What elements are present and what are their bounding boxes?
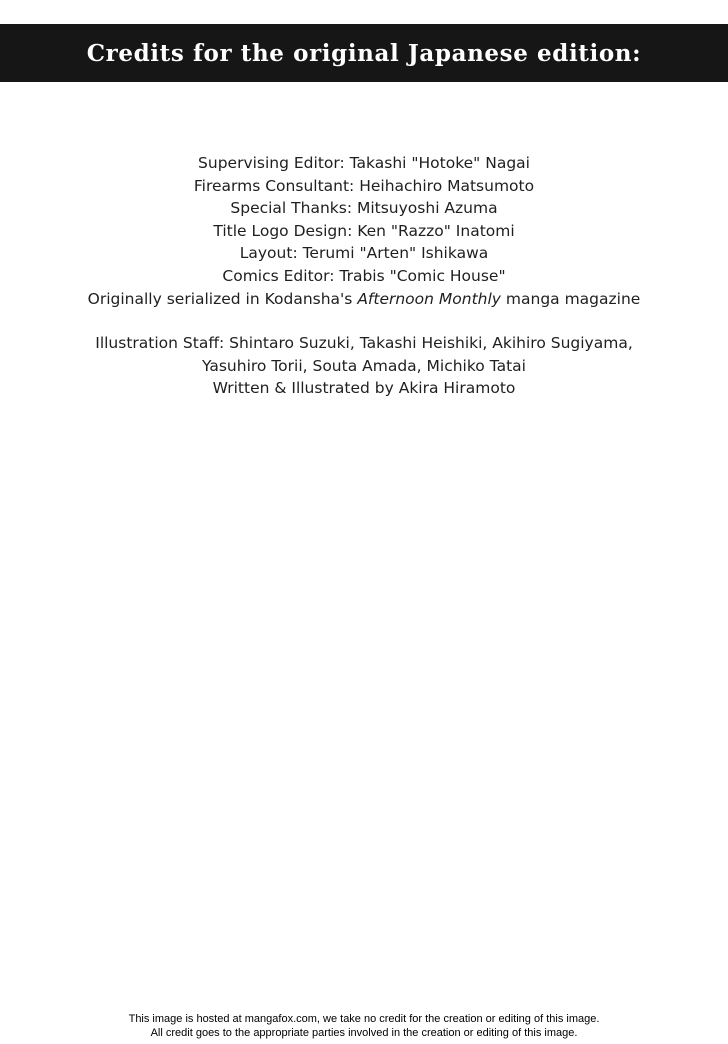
staff-list — [0, 332, 728, 400]
serialization-suffix: manga magazine — [500, 289, 641, 308]
serialization-magazine: Afternoon Monthly — [357, 289, 501, 308]
credit-special-thanks: Special Thanks: Mitsuyoshi Azuma — [230, 199, 498, 218]
header-bar — [0, 24, 728, 82]
page-title: Credits for the original Japanese edition: — [86, 39, 642, 67]
disclaimer-line-2: All credit goes to the appropriate parties involved in the creation or editing of this image. — [150, 1027, 578, 1039]
serialization-prefix: Originally serialized in Kodansha's — [87, 289, 358, 308]
credit-firearms-consultant: Firearms Consultant: Heihachiro Matsumoto — [193, 176, 535, 195]
staff-line-1: Illustration Staff: Shintaro Suzuki, Takashi Heishiki, Akihiro Sugiyama, — [95, 334, 633, 352]
credit-title-logo-design: Title Logo Design: Ken "Razzo" Inatomi — [213, 221, 515, 240]
hosting-disclaimer — [0, 1012, 728, 1040]
credit-serialization — [0, 288, 728, 311]
staff-line-3: Written & Illustrated by Akira Hiramoto — [212, 379, 516, 398]
credit-supervising-editor: Supervising Editor: Takashi "Hotoke" Nagai — [198, 154, 530, 172]
staff-line-2: Yasuhiro Torii, Souta Amada, Michiko Tatai — [202, 356, 526, 375]
credits-list — [0, 152, 728, 310]
credit-comics-editor: Comics Editor: Trabis "Comic House" — [222, 266, 506, 285]
disclaimer-line-1: This image is hosted at mangafox.com, we take no credit for the creation or editing of this image. — [128, 1013, 600, 1025]
credit-layout: Layout: Terumi "Arten" Ishikawa — [239, 244, 489, 263]
